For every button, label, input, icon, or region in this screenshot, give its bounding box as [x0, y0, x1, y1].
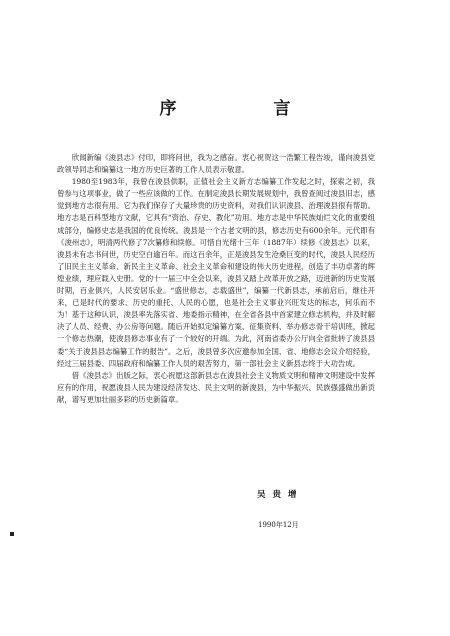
paragraph-1: 欣闻新编《浚县志》付印，即将问世，我为之感奋。衷心祝贺这一浩繁工程告竣，谨向浚县党政领导同志和编纂这一地方历史巨著的工作人员表示敬意。 [57, 153, 375, 175]
preface-body [57, 152, 375, 406]
paragraph-2: 1980至1983年，我曾在浚县供职，正值社会主义新方志编纂工作发起之时，探索之初，我曾参与这项事业，做了一些应该做的工作。在制定浚县长期发展规划中，我曾查阅过浚县旧志，感觉到地方志很有用。它为我们保存了大量珍贵的历史资料，对我们认识浚县、治理浚县很有帮助。地方志是百科型地方文献，它具有“资治、存史、教化”功用。地方志是中华民族灿烂文化的重要组成部分，编修史志是我国的优良传统。浚县是一个古老文明的县，修志历史有600余年。元代即有《浚州志》，明清两代修了7次纂修和续修。可惜自光绪十三年（1887年）续修《浚县志》以来，浚县未有志书问世，历史空白逾百年。而这百余年，正是浚县发生沧桑巨变的时代，浚县人民经历了旧民主主义革命、新民主主义革命、社会主义革命和建设的伟大历史进程，创造了丰功卓著的辉煌业绩，理应载入史册。党的十一届三中全会以来，浚县又踏上改革开放之路，迈进新的历史发展时期，百业俱兴，人民安居乐业。“盛世修志，志载盛世”，编纂一代新县志，承前启后，继往开来，已是时代的要求、历史的重托、人民的心愿，也是社会主义事业兴旺发达的标志，何乐而不为！基于这种认识，浚县率先落实省、地委指示精神，在全省各县中首家建立修志机构，并及时解决了人员、经费、办公房等问题。随后开始拟定编纂方案、征集资料、举办修志骨干培训班，掀起一个修志热潮，使浚县修志事业有了一个较好的开端。为此，河南省委办公厅向全省批转了浚县县委“关于浚县县志编纂工作的报告”。之后，浚县曾多次应邀参加全国、省、地修志会议介绍经验，经过三届县委、四届政府和编纂工作人员的艰苦努力，第一部社会主义新县志终于大功告成。 [57, 177, 375, 368]
author-signature: 吴贵增 [257, 490, 304, 500]
scan-mark [10, 532, 14, 536]
paragraph-3: 借《浚县志》出版之际，衷心祝愿这部新县志在浚县社会主义物质文明和精神文明建设中发挥应有的作用，祝愿浚县人民为建设经济发达、民主文明的新浚县，为中华振兴、民族强盛做出新贡献，谱写更加壮丽多彩的历史新篇章。 [57, 370, 375, 404]
page-title: 序 言 [159, 99, 331, 120]
signature-date: 1990年12月 [258, 521, 299, 529]
